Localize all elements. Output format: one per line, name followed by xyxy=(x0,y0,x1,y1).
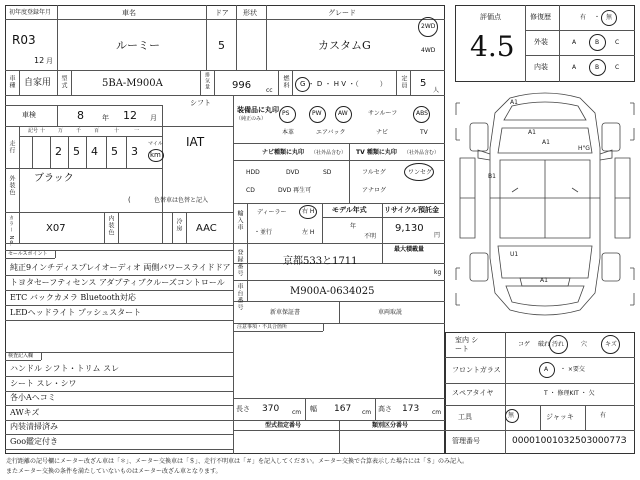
label-seat: 室内 シート xyxy=(455,336,479,354)
label-nav-sub: （社外品含む） xyxy=(311,150,347,156)
label-sales-points: セールスポイント xyxy=(8,251,48,257)
label-door: ドア xyxy=(215,9,229,17)
label-width: 幅 xyxy=(310,405,317,413)
label-mileage: 走行 xyxy=(8,140,15,154)
sales-point-item: 純正9インチディスプレイオーディオ 両側パワースライドドア xyxy=(10,263,231,272)
model-value: 5BA-M900A xyxy=(102,78,163,89)
displacement-unit: cc xyxy=(266,87,273,94)
label-tv-sub: （社外品含む） xyxy=(404,150,440,156)
label-notes: 注意事項・不具合箇所 xyxy=(237,324,288,330)
inspection-nen: 年 xyxy=(102,114,109,122)
label-shape: 形状 xyxy=(243,9,257,17)
label-spare: スペアタイヤ xyxy=(452,389,494,397)
label-capacity: 定員 xyxy=(400,75,407,89)
shift-value: IAT xyxy=(186,135,205,149)
nav-hdd: HDD xyxy=(246,169,260,176)
ac-value: AAC xyxy=(196,223,217,234)
nav-sd: SD xyxy=(323,169,332,176)
doors-value: 5 xyxy=(218,39,225,52)
inspection-gatsu: 月 xyxy=(150,114,157,122)
footer-note-1: 走行距離の記号欄にメーター改ざん車は「＊」、メーター交換車は「＄」、走行不明車は「＃」を記入してください。メーター交換で合算表示した場合には「＄」のみ記入。 xyxy=(6,458,469,465)
car-damage-diagram xyxy=(450,88,640,323)
plate-value: 京都533と1711 xyxy=(283,256,358,267)
sales-point-item: LEDヘッドライト プッシュスタート xyxy=(10,308,142,317)
width-value: 167 xyxy=(334,404,352,414)
check-item: 内装清掃済み xyxy=(10,422,58,431)
diag-hg: H"G xyxy=(578,145,590,152)
reg-era: R03 xyxy=(12,33,36,47)
tv-oneseg: ワンセグ xyxy=(408,169,433,176)
ext-c: C xyxy=(615,39,620,46)
label-class-number: 類別区分番号 xyxy=(372,422,409,429)
import-dealer: ディーラー xyxy=(257,209,287,216)
label-jack: ジャッキ xyxy=(546,413,574,421)
car-name-value: ルーミー xyxy=(116,39,160,52)
displacement-value: 996 xyxy=(232,80,252,91)
label-height: 高さ xyxy=(378,405,392,413)
check-item: シート スレ・シワ xyxy=(10,378,77,388)
equip-item: AW xyxy=(338,110,348,117)
diag-a1-rear: A1 xyxy=(540,277,548,284)
length-value: 370 xyxy=(262,404,280,414)
equip-item-2: TV xyxy=(420,129,428,136)
color-note: 色替車は色替と記入 xyxy=(154,197,209,204)
label-grade: グレード xyxy=(328,9,356,17)
mileage-digit-0: 2 xyxy=(55,145,62,158)
equip-item-2: ナビ xyxy=(376,129,389,136)
ext-b: B xyxy=(595,39,600,46)
inspection-year: 8 xyxy=(77,109,84,122)
shift-label: シフト xyxy=(190,99,211,107)
score-value: 4.5 xyxy=(470,30,515,63)
mileage-unit-0: 十 xyxy=(40,128,46,134)
label-equipment-sub: （純正のみ） xyxy=(236,116,267,122)
label-color-code: カラー No. xyxy=(8,215,14,247)
drive-2wd: 2WD xyxy=(421,23,436,30)
import-left: 左 H xyxy=(302,229,315,236)
mileage-digit-4: 3 xyxy=(131,145,138,158)
label-length: 長さ xyxy=(236,405,250,413)
int-a: A xyxy=(572,64,577,71)
diag-a1-front: A1 xyxy=(542,139,550,146)
repair-sep: ・ xyxy=(594,14,601,21)
mileage-unit-2: 千 xyxy=(76,128,82,134)
km-label: km xyxy=(150,151,161,159)
equip-item-2: エアバック xyxy=(316,129,346,136)
label-inspection: 車検 xyxy=(22,111,36,119)
label-max-load: 最大積載量 xyxy=(394,246,425,253)
check-item: 各小Aヘコミ xyxy=(10,393,56,402)
check-item: AWキズ xyxy=(10,407,40,417)
model-year-unit: 年 xyxy=(350,223,357,230)
color-code-value: X07 xyxy=(46,223,66,234)
height-value: 173 xyxy=(402,404,420,414)
diag-u1: U1 xyxy=(510,251,519,258)
label-interior: 内装 xyxy=(534,63,548,71)
mileage-digit-1: 5 xyxy=(73,145,80,158)
diag-a1-hood: A1 xyxy=(528,129,536,136)
mileage-digit-2: 4 xyxy=(91,145,98,158)
seat-scratch-circle xyxy=(601,335,620,354)
tv-analog: アナログ xyxy=(362,187,387,194)
label-score: 評価点 xyxy=(480,13,501,21)
label-exterior-color: 外装色 xyxy=(8,175,15,196)
label-management-no: 管理番号 xyxy=(452,437,480,445)
spare-options: T ・ 修理KIT ・ 欠 xyxy=(544,390,595,397)
management-no-value: 0000100103250300077З xyxy=(512,436,627,446)
recycle-value: 9,130 xyxy=(395,223,424,234)
nav-cd: CD xyxy=(246,187,255,194)
int-b: B xyxy=(595,64,600,71)
label-manual: 車両取説 xyxy=(378,309,403,316)
import-parallel: ・並行 xyxy=(254,229,273,236)
label-displacement: 排気量 xyxy=(204,72,210,90)
equip-item: ABS xyxy=(416,110,428,117)
equip-item: サンルーフ xyxy=(368,110,398,117)
footer-note-2: またメーター交換の条件を満たしていないものはメーター改ざん車となります。 xyxy=(6,468,222,475)
label-check-items: 検査記入欄 xyxy=(8,353,34,359)
seat-option: 汚れ xyxy=(552,341,565,348)
vin-value: M900A-0634025 xyxy=(290,286,375,297)
exterior-color-value: ブラック xyxy=(34,173,74,184)
mileage-unit-3: 百 xyxy=(94,128,100,134)
label-vin: 車台番号 xyxy=(236,283,243,311)
seat-option: キズ xyxy=(605,341,617,348)
use-value: 自家用 xyxy=(24,78,52,88)
label-reg-date: 初年度登録年月 xyxy=(9,9,52,16)
seat-option: 穴 xyxy=(581,341,588,348)
mileage-unit-4: 十 xyxy=(114,128,120,134)
repair-yes: 有 xyxy=(580,14,587,21)
seat-stain-circle xyxy=(549,335,568,354)
jack-value: 有 xyxy=(600,412,607,419)
sales-point-item: トヨタセーフティセンス アダプティブクルーズコントロール xyxy=(10,278,225,287)
diag-b1: B1 xyxy=(488,173,496,180)
height-unit: cm xyxy=(432,409,442,416)
width-unit: cm xyxy=(362,409,372,416)
label-car-name: 車名 xyxy=(122,9,136,17)
label-warranty: 新車保証書 xyxy=(270,309,301,316)
label-tools: 工具 xyxy=(458,413,472,421)
check-item: Goo鑑定付き xyxy=(10,436,59,446)
label-equipment: 装備品に丸印 xyxy=(237,106,279,114)
label-front-glass: フロントガラス xyxy=(452,366,501,374)
label-model: 型式 xyxy=(60,75,67,89)
check-item: ハンドル シフト・トリム スレ xyxy=(10,364,120,373)
diag-a1-top: A1 xyxy=(510,99,518,106)
model-year-unknown: 不明 xyxy=(364,233,377,240)
glass-rest: ・ ×要交 xyxy=(560,366,585,373)
label-interior-color: 内装色 xyxy=(107,215,114,236)
recycle-unit: 円 xyxy=(434,232,441,239)
nav-dvd: DVD xyxy=(286,169,300,176)
label-repair: 修復歴 xyxy=(530,13,551,21)
seat-option: 破れ xyxy=(538,341,551,348)
label-tv: TV 種類に丸印 xyxy=(356,149,397,156)
fuel-options: G ・ D ・ H V ・（ ） xyxy=(300,80,387,88)
import-right: 右 H xyxy=(302,208,315,215)
label-nav: ナビ種類に丸印 xyxy=(262,149,305,156)
grade-value: カスタムG xyxy=(318,39,371,52)
reg-month-unit: 月 xyxy=(46,57,53,65)
capacity-value: 5 xyxy=(420,78,427,89)
label-vehicle-class: 車種 xyxy=(8,75,15,89)
mileage-sub-label: 記号 xyxy=(28,128,39,134)
label-recycle: リサイクル預託金 xyxy=(384,206,440,214)
equip-item-2: 本革 xyxy=(282,129,295,136)
sales-point-item: ETC バックカメラ Bluetooth対応 xyxy=(10,293,136,302)
ext-a: A xyxy=(572,39,577,46)
label-import: 輸入車 xyxy=(236,210,243,231)
label-exterior: 外装 xyxy=(534,38,548,46)
tools-value: 無 xyxy=(508,412,515,419)
mile-label: マイル xyxy=(148,141,163,147)
capacity-unit: 人 xyxy=(433,87,440,94)
label-fuel: 燃料 xyxy=(282,75,289,89)
repair-no: 無 xyxy=(606,14,613,21)
nav-dvd-play: DVD 再生可 xyxy=(278,187,312,194)
equip-item: PW xyxy=(312,110,322,117)
label-type-number: 型式指定番号 xyxy=(265,422,302,429)
max-load-unit: kg xyxy=(434,269,442,276)
int-c: C xyxy=(615,64,620,71)
label-model-year: モデル年式 xyxy=(332,206,367,214)
label-plate: 登録番号 xyxy=(236,249,243,277)
drive-4wd: 4WD xyxy=(421,47,436,54)
inspection-month: 12 xyxy=(123,109,137,122)
length-unit: cm xyxy=(292,409,302,416)
equip-item: PS xyxy=(282,110,290,117)
seat-option: コゲ xyxy=(518,341,531,348)
mileage-unit-1: 万 xyxy=(58,128,64,134)
glass-a: A xyxy=(544,366,549,373)
mileage-unit-5: 一 xyxy=(134,128,140,134)
label-ac: 冷房 xyxy=(175,218,182,232)
reg-month: 12 xyxy=(34,56,45,65)
tv-fullseg: フルセグ xyxy=(362,169,386,176)
mileage-digit-3: 5 xyxy=(111,145,118,158)
